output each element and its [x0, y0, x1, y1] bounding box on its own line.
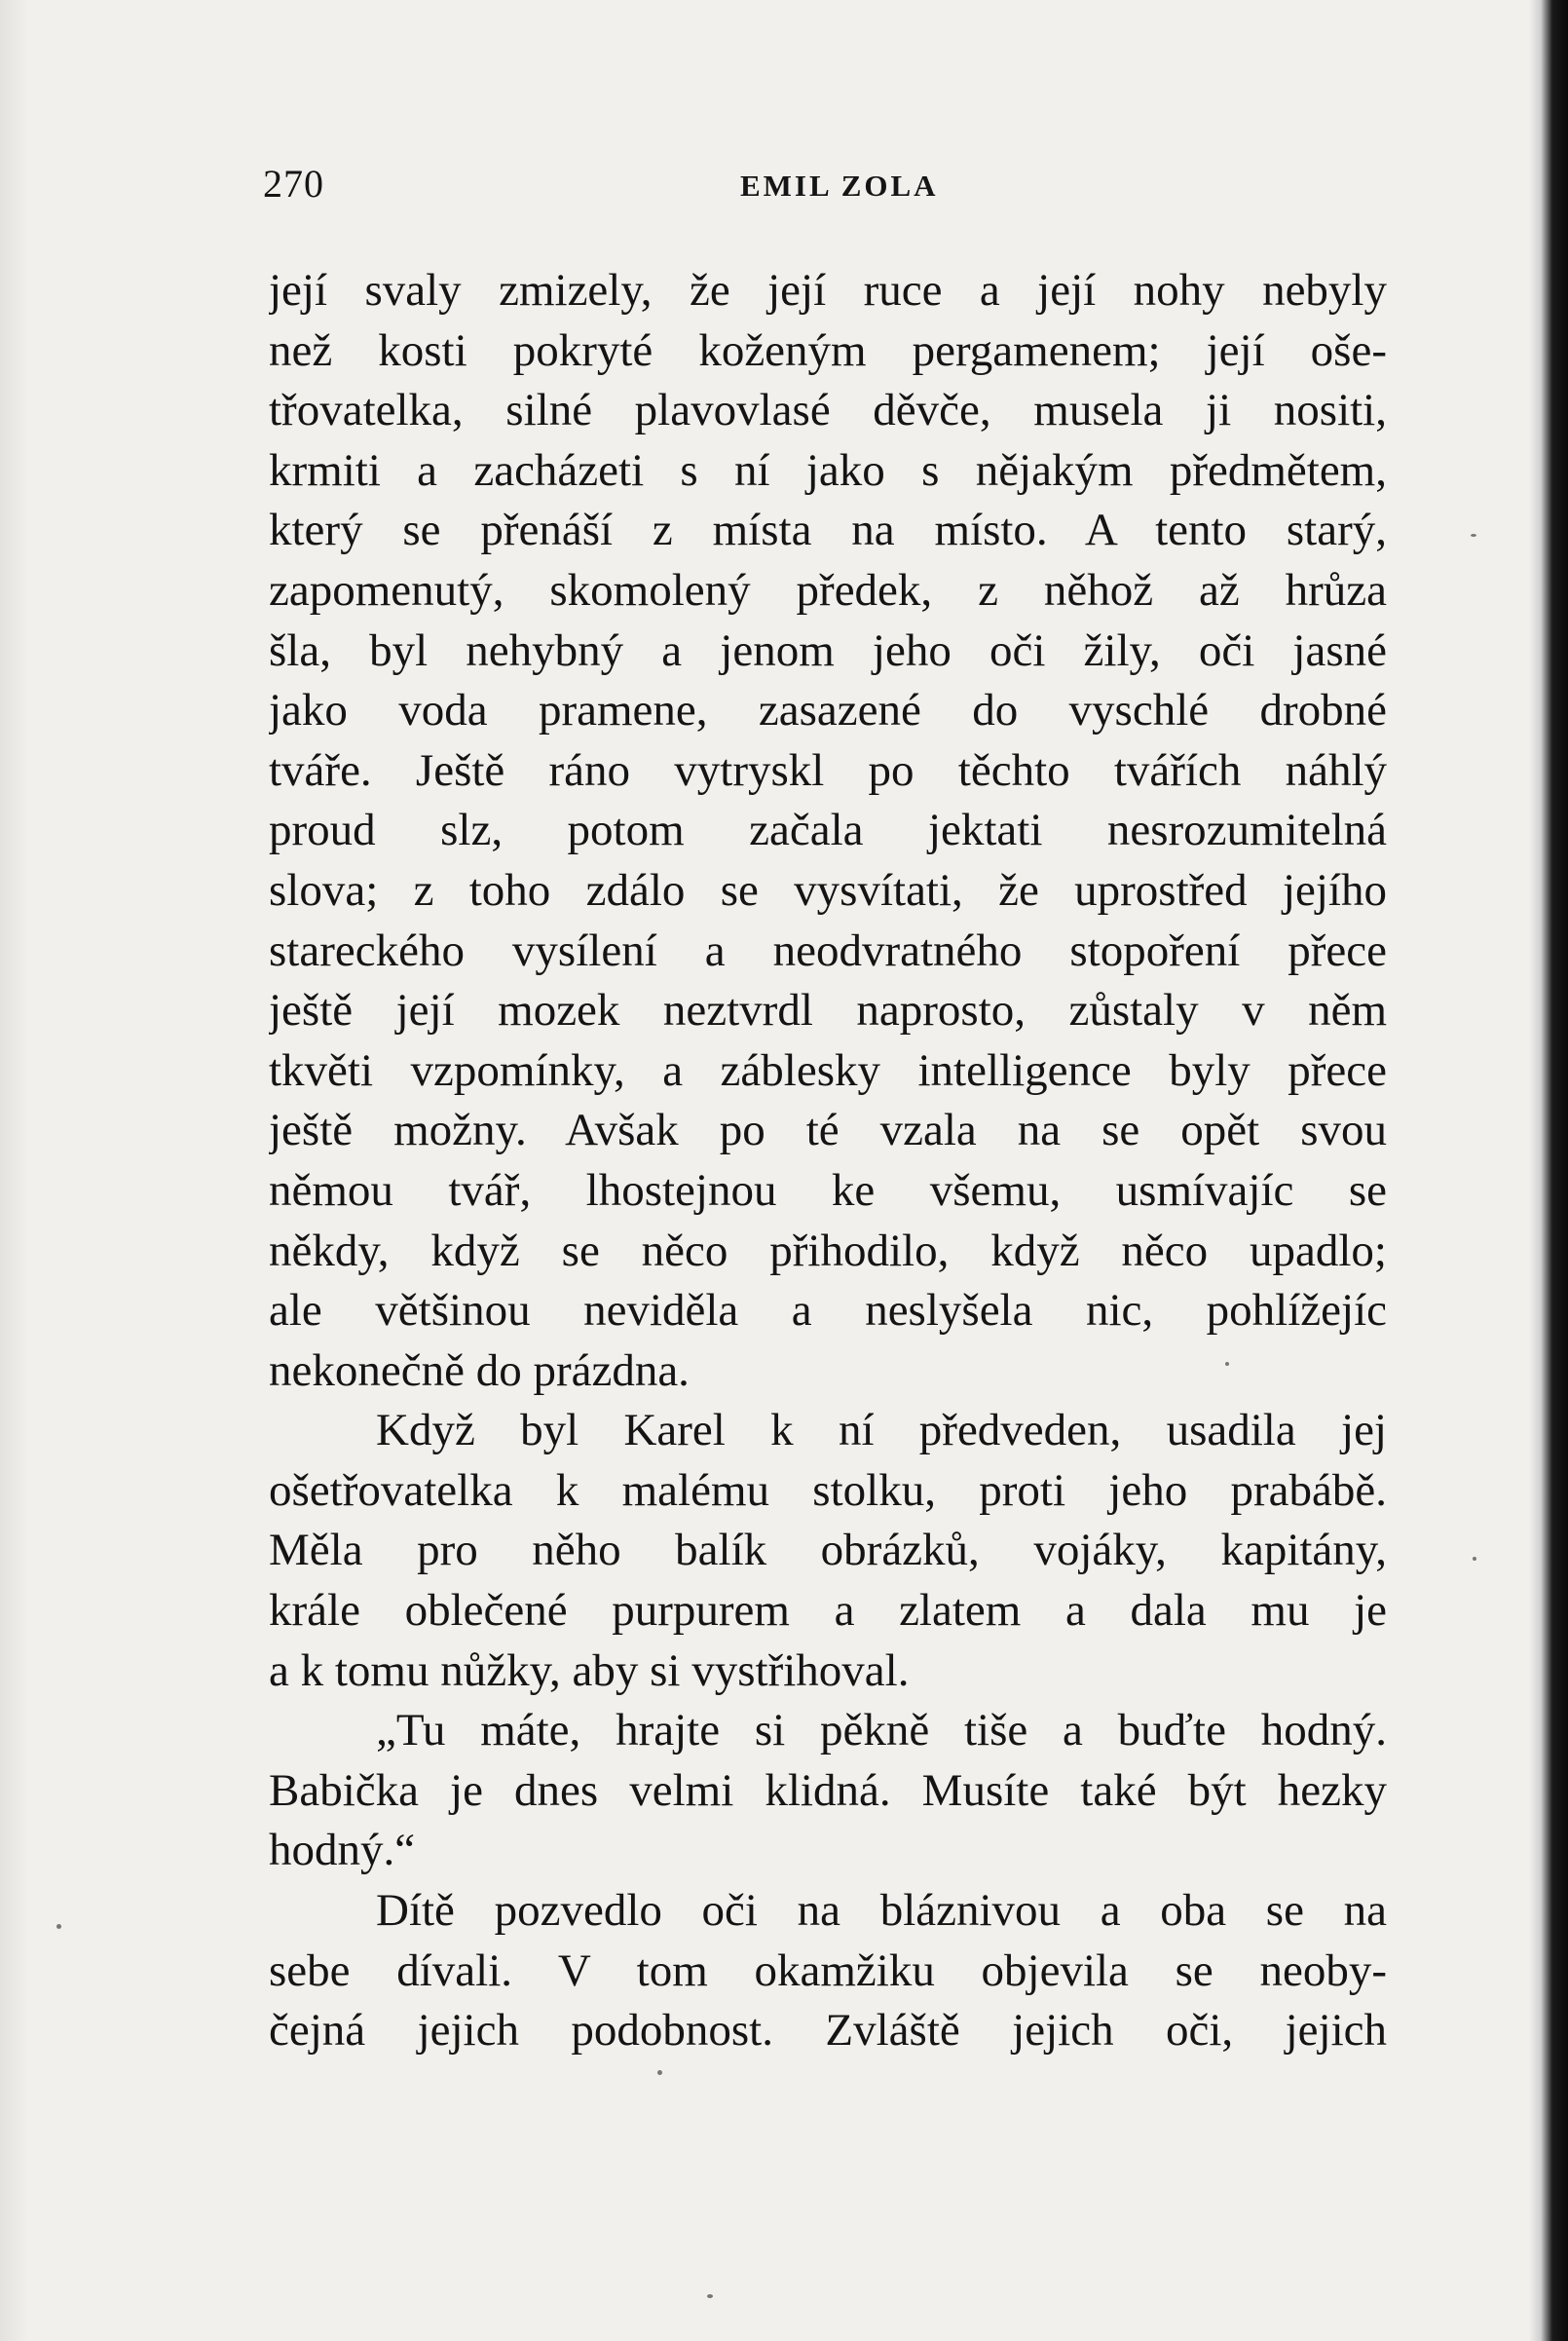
text-line: její svaly zmizely, že její ruce a její nohy nebyly: [269, 265, 1387, 316]
text-line: ještě možny. Avšak po té vzala na se opět svou: [269, 1105, 1387, 1156]
text-line: ošetřovatelka k malému stolku, proti jeho prabábě.: [269, 1464, 1387, 1516]
text-line: Měla pro něho balík obrázků, vojáky, kapitány,: [269, 1525, 1387, 1576]
text-line: než kosti pokryté koženým pergamenem; její oše-: [269, 324, 1387, 376]
paragraph-start-line: Dítě pozvedlo oči na bláznivou a oba se na: [376, 1885, 1387, 1937]
page-left-edge: [0, 0, 29, 2341]
paper-speck: [707, 2294, 713, 2298]
text-line: krále oblečené purpurem a zlatem a dala mu je: [269, 1585, 1387, 1637]
text-line: ale většinou neviděla a neslyšela nic, pohlížejíc: [269, 1285, 1387, 1337]
text-line: sebe dívali. V tom okamžiku objevila se neoby-: [269, 1945, 1387, 1996]
running-title: EMIL ZOLA: [740, 169, 939, 203]
paragraph-end-line: nekonečně do prázdna.: [269, 1344, 690, 1396]
paragraph-end-line: a k tomu nůžky, aby si vystřihoval.: [269, 1644, 910, 1696]
text-line: tkvěti vzpomínky, a záblesky intelligence byly přece: [269, 1044, 1387, 1096]
paper-speck: [1473, 1557, 1476, 1561]
paragraph-end-line: hodný.“: [269, 1825, 416, 1876]
text-line: Babička je dnes velmi klidná. Musíte také být hezky: [269, 1764, 1387, 1816]
text-line: třovatelka, silné plavovlasé děvče, musela ji nositi,: [269, 385, 1387, 436]
text-line: stareckého vysílení a neodvratného stopoření přece: [269, 925, 1387, 976]
text-line: němou tvář, lhostejnou ke všemu, usmívajíc se: [269, 1164, 1387, 1216]
paper-speck: [657, 2070, 662, 2075]
running-head: [263, 161, 1383, 219]
text-line: který se přenáší z místa na místo. A tento starý,: [269, 505, 1387, 556]
body-text: [269, 261, 1387, 2061]
text-line: slova; z toho zdálo se vysvítati, že uprostřed jejího: [269, 864, 1387, 916]
text-line: ještě její mozek neztvrdl naprosto, zůstaly v něm: [269, 985, 1387, 1037]
paragraph-start-line: Když byl Karel k ní předveden, usadila jej: [376, 1405, 1387, 1456]
text-line: čejná jejich podobnost. Zvláště jejich oči, jejich: [269, 2005, 1387, 2057]
page-binding-shadow: [1529, 0, 1568, 2341]
paper-speck: [1225, 1362, 1229, 1366]
text-line: šla, byl nehybný a jenom jeho oči žily, oči jasné: [269, 624, 1387, 676]
text-line: proud slz, potom začala jektati nesrozumitelná: [269, 805, 1387, 856]
text-line: tváře. Ještě ráno vytryskl po těchto tvářích náhlý: [269, 744, 1387, 796]
paper-speck: [56, 1924, 61, 1929]
paper-speck: [1471, 534, 1476, 537]
text-line: zapomenutý, skomolený předek, z něhož až hrůza: [269, 564, 1387, 616]
text-line: krmiti a zacházeti s ní jako s nějakým předmětem,: [269, 444, 1387, 496]
text-line: někdy, když se něco přihodilo, když něco upadlo;: [269, 1225, 1387, 1276]
paragraph-start-line: „Tu máte, hrajte si pěkně tiše a buďte hodný.: [376, 1705, 1387, 1756]
text-line: jako voda pramene, zasazené do vyschlé drobné: [269, 685, 1387, 736]
page-number: 270: [263, 162, 324, 206]
